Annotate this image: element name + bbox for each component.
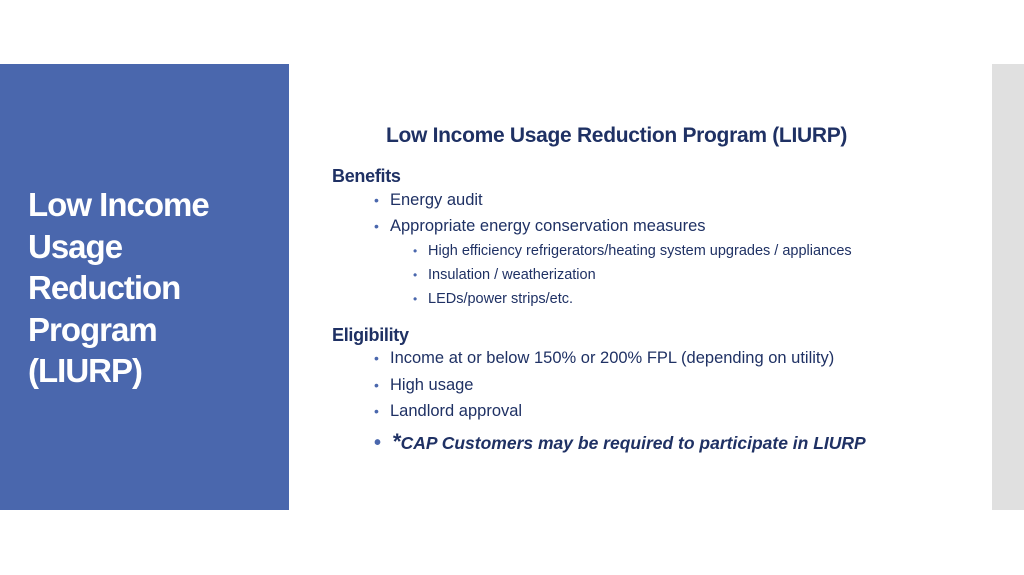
bullet-icon: • xyxy=(374,218,379,234)
slide-title-line: Usage xyxy=(28,227,123,265)
slide-title-line: Program xyxy=(28,310,157,348)
eligibility-item-text: Income at or below 150% or 200% FPL (depending on utility) xyxy=(390,349,835,367)
benefits-subitem xyxy=(413,267,596,283)
bullet-icon: • xyxy=(374,403,379,419)
content-heading: Low Income Usage Reduction Program (LIURP) xyxy=(386,124,848,147)
bullet-icon: • xyxy=(374,350,379,366)
bullet-icon: • xyxy=(374,192,379,208)
benefits-subitem xyxy=(413,291,573,307)
benefits-item xyxy=(374,217,706,236)
eligibility-item-text: High usage xyxy=(390,376,474,394)
bullet-icon: • xyxy=(374,432,382,454)
benefits-subitem xyxy=(413,243,852,259)
eligibility-item xyxy=(374,376,473,395)
slide-title-line: Low Income xyxy=(28,186,209,223)
benefits-item-text: Appropriate energy conservation measures xyxy=(390,217,706,235)
benefits-subitem-text: High efficiency refrigerators/heating system upgrades / appliances xyxy=(428,243,852,259)
eligibility-item-text: Landlord approval xyxy=(390,402,523,420)
note-text: CAP Customers may be required to participate in LIURP xyxy=(400,433,866,453)
bullet-icon: • xyxy=(374,377,379,393)
eligibility-item xyxy=(374,349,834,368)
bullet-icon: • xyxy=(413,268,418,282)
eligibility-item xyxy=(374,402,522,421)
slide-title-line: Reduction xyxy=(28,269,181,306)
eligibility-label: Eligibility xyxy=(332,325,409,345)
benefits-label: Benefits xyxy=(332,166,401,186)
benefits-subitem-text: Insulation / weatherization xyxy=(428,267,596,283)
note-asterisk: * xyxy=(392,429,401,454)
slide-title-line: (LIURP) xyxy=(28,352,142,389)
benefits-item-text: Energy audit xyxy=(390,191,483,209)
bullet-icon: • xyxy=(413,244,418,258)
bullet-icon: • xyxy=(413,292,418,306)
benefits-subitem-text: LEDs/power strips/etc. xyxy=(428,291,574,307)
cap-customer-note xyxy=(374,429,866,455)
benefits-item xyxy=(374,191,483,210)
